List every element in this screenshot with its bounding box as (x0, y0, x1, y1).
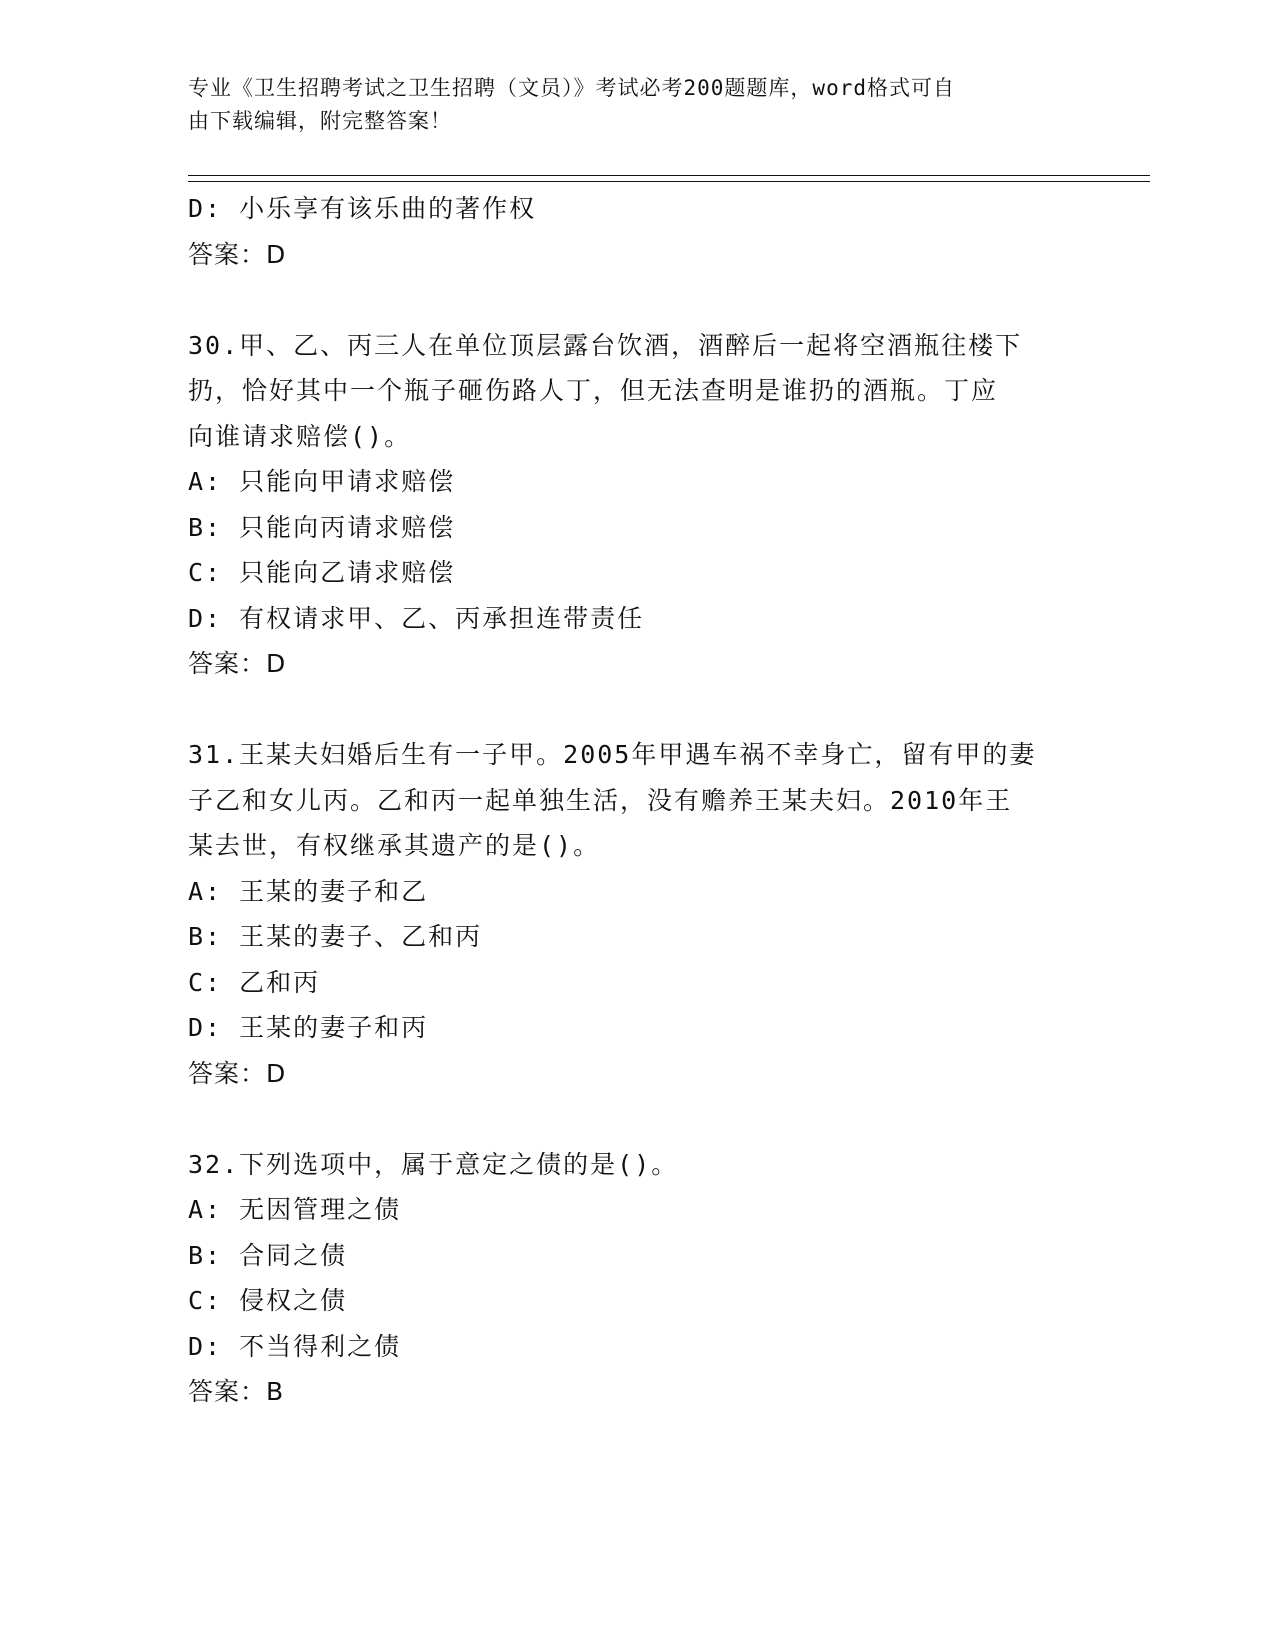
header-rule-bottom (188, 181, 1150, 182)
question-32-option-c: C: 侵权之债 (188, 1286, 348, 1315)
question-31-text-line-3: 某去世，有权继承其遗产的是()。 (188, 831, 601, 860)
question-31-text-line-2: 子乙和女儿丙。乙和丙一起单独生活，没有赡养王某夫妇。2010年王 (188, 785, 1013, 815)
question-30-option-b: B: 只能向丙请求赔偿 (188, 512, 456, 542)
question-30-option-c: C: 只能向乙请求赔偿 (188, 558, 456, 587)
question-31-option-b: B: 王某的妻子、乙和丙 (188, 922, 483, 951)
spacer (188, 1096, 1088, 1142)
question-30-text-line-3: 向谁请求赔偿()。 (188, 421, 412, 451)
question-31-option-a: A: 王某的妻子和乙 (188, 876, 429, 906)
question-31-answer: 答案：D (188, 1058, 287, 1088)
question-32-text-line-1: 32.下列选项中，属于意定之债的是()。 (188, 1149, 679, 1179)
question-30-option-a: A: 只能向甲请求赔偿 (188, 467, 456, 496)
question-32-option-b: B: 合同之债 (188, 1240, 348, 1270)
question-31-option-d: D: 王某的妻子和丙 (188, 1013, 429, 1042)
question-32-option-a: A: 无因管理之债 (188, 1195, 402, 1224)
question-30 (188, 323, 1088, 687)
question-30-answer: 答案：D (188, 649, 287, 678)
question-32 (188, 1142, 1088, 1415)
question-31-option-c: C: 乙和丙 (188, 967, 321, 997)
header-line-2: 由下载编辑，附完整答案！ (188, 109, 452, 133)
carryover-option-d: D: 小乐享有该乐曲的著作权 (188, 194, 537, 223)
header-line-1: 专业《卫生招聘考试之卫生招聘（文员）》考试必考200题题库，word格式可自 (188, 76, 955, 100)
carryover-answer: 答案：D (188, 239, 287, 269)
document-header (188, 72, 1068, 138)
question-30-text-line-1: 30.甲、乙、丙三人在单位顶层露台饮酒，酒醉后一起将空酒瓶往楼下 (188, 330, 1023, 360)
question-30-text-line-2: 扔，恰好其中一个瓶子砸伤路人丁，但无法查明是谁扔的酒瓶。丁应 (188, 376, 999, 405)
question-30-option-d: D: 有权请求甲、乙、丙承担连带责任 (188, 603, 645, 633)
question-32-option-d: D: 不当得利之债 (188, 1331, 402, 1361)
header-rule-top (188, 175, 1150, 176)
spacer (188, 687, 1088, 733)
spacer (188, 277, 1088, 323)
question-31-text-line-1: 31.王某夫妇婚后生有一子甲。2005年甲遇车祸不幸身亡，留有甲的妻 (188, 740, 1037, 769)
question-31 (188, 732, 1088, 1096)
document-body (188, 186, 1088, 1415)
question-32-answer: 答案：B (188, 1377, 285, 1406)
